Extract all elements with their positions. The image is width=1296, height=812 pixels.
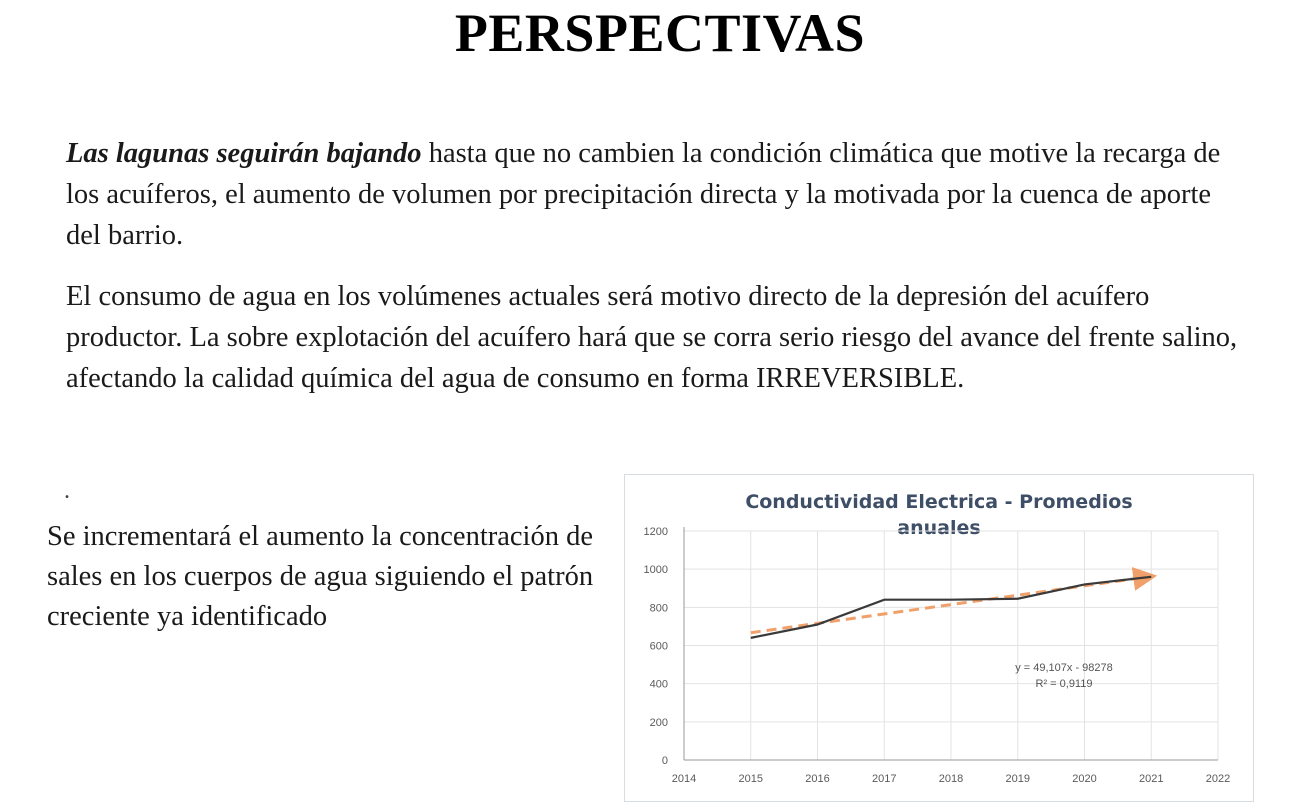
trendline-r-squared: R² = 0,9119 — [1035, 678, 1093, 690]
x-tick-label: 2014 — [671, 773, 697, 785]
paragraph-sales: Se incrementará el aumento la concentración de sales en los cuerpos de agua siguiendo el patrón creciente ya identificado — [47, 521, 594, 632]
y-tick-label: 400 — [649, 678, 668, 691]
paragraph-lagunas-emphasis: Las lagunas seguirán bajando — [66, 138, 422, 169]
y-tick-label: 0 — [661, 755, 668, 767]
y-tick-label: 1200 — [643, 526, 668, 538]
paragraph-lagunas — [66, 133, 1251, 256]
y-tick-label: 800 — [649, 602, 668, 615]
page-title: PERSPECTIVAS — [454, 3, 866, 63]
x-tick-label: 2022 — [1205, 773, 1231, 785]
x-tick-label: 2017 — [872, 773, 897, 785]
x-tick-label: 2020 — [1072, 773, 1097, 785]
x-tick-label: 2019 — [1005, 773, 1030, 785]
x-tick-label: 2016 — [805, 773, 830, 785]
y-tick-label: 200 — [649, 716, 668, 729]
conductivity-chart — [624, 474, 1254, 802]
bullet-dot: . — [64, 478, 70, 504]
paragraph-consumo: El consumo de agua en los volúmenes actuales será motivo directo de la depresión del acuífero productor. La sobre explotación del acuífero hará que se corra serio riesgo del avance del frente salino, afectando la calidad química del agua de consumo en forma IRREVERSIBLE. — [66, 281, 1238, 394]
paragraph-lagunas-text: hasta que no cambien la condición climática que motive la recarga de los acuíferos, el aumento de volumen por precipitación directa y la motivada por la cuenca de aporte del barrio. — [66, 138, 1221, 251]
x-tick-label: 2018 — [938, 773, 964, 785]
chart-svg — [625, 475, 1253, 801]
y-tick-label: 1000 — [643, 564, 668, 577]
chart-title-line: anuales — [897, 517, 981, 539]
chart-title-line: Conductividad Electrica - Promedios — [745, 491, 1133, 513]
y-tick-label: 600 — [649, 640, 668, 653]
x-tick-label: 2015 — [738, 773, 763, 785]
x-tick-label: 2021 — [1139, 773, 1164, 785]
trendline-equation: y = 49,107x - 98278 — [1015, 662, 1113, 674]
